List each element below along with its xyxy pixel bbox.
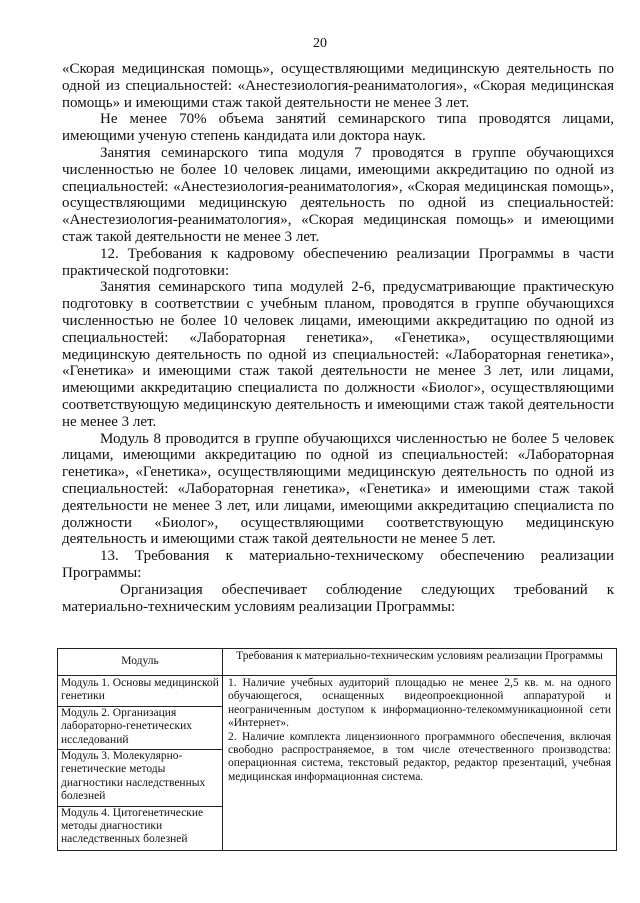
paragraph: Занятия семинарского типа модуля 7 проводятся в группе обучающихся численностью не более 10 человек лицами, имеющими аккредитацию по одной из специальностей: «Анестезиология-реаниматология», «Скорая медицинская помощь», осуществляющими медицинскую деятельность по одной из специальностей: «Анестезиология-реаниматология», «Скорая медицинская помощь» и имеющими стаж такой деятельности не менее 3 лет. xyxy=(62,144,614,245)
paragraph: «Скорая медицинская помощь», осуществляющими медицинскую деятельность по одной из специальностей: «Анестезиология-реаниматология», «Скорая медицинская помощь» и имеющими стаж такой деятельности не менее 3 лет. xyxy=(62,61,614,111)
requirement-item: 2. Наличие комплекта лицензионного программного обеспечения, включая свободно распространяемое, в том числе отечественного производства: операционная система, текстовый редактор, редактор презентаций, учебная медицинская информационная система. xyxy=(228,730,611,783)
table-row xyxy=(58,676,617,851)
document-body xyxy=(62,61,614,615)
page-number: 20 xyxy=(313,36,327,51)
module-item: Модуль 2. Организация лабораторно-генетических исследований xyxy=(58,707,222,750)
column-header-requirements: Требования к материально-техническим условиям реализации Программы xyxy=(223,649,617,676)
module-cell xyxy=(58,676,223,851)
section-heading: 13. Требования к материально-техническому обеспечению реализации Программы: xyxy=(62,548,614,581)
column-header-module: Модуль xyxy=(58,649,223,676)
module-item: Модуль 3. Молекулярно-генетические методы диагностики наследственных болезней xyxy=(58,750,222,807)
module-item: Модуль 1. Основы медицинской генетики xyxy=(58,677,222,707)
paragraph: Не менее 70% объема занятий семинарского типа проводятся лицами, имеющими ученую степень кандидата или доктора наук. xyxy=(62,111,614,145)
requirements-table xyxy=(57,648,617,851)
section-heading: 12. Требования к кадровому обеспечению реализации Программы в части практической подготовки: xyxy=(62,245,614,279)
requirements-cell xyxy=(223,676,617,851)
requirement-item: 1. Наличие учебных аудиторий площадью не менее 2,5 кв. м. на одного обучающегося, оснащенных видеопроекционной аппаратурой и неограниченным доступом к информационно-телекоммуникационной сети «Интернет». xyxy=(228,677,611,730)
table-header-row xyxy=(58,649,617,676)
module-item: Модуль 4. Цитогенетические методы диагностики наследственных болезней xyxy=(61,806,204,846)
paragraph: Занятия семинарского типа модулей 2-6, предусматривающие практическую подготовку в соответствии с учебным планом, проводятся в группе обучающихся численностью не более 10 человек лицами, имеющими аккредитацию по одной из специальностей: «Лабораторная генетика», «Генетика», осуществляющими медицинскую деятельность по одной из специальностей: «Лабораторная генетика», «Генетика» и имеющими стаж такой деятельности не менее 3 лет, или лицами, имеющими аккредитацию специалиста по должности «Биолог», осуществляющими соответствующую медицинскую деятельность и имеющими стаж такой деятельности не менее 3 лет. xyxy=(62,279,614,430)
paragraph: Модуль 8 проводится в группе обучающихся численностью не более 5 человек лицами, имеющими аккредитацию по одной из специальностей: «Лабораторная генетика», «Генетика», осуществляющими медицинскую деятельность по одной из специальностей: «Лабораторная генетика», «Генетика» и имеющими стаж такой деятельности не менее 3 лет, или лицами, имеющими аккредитацию специалиста по должности «Биолог», осуществляющими соответствующую медицинскую деятельность и имеющими стаж такой деятельности не менее 5 лет. xyxy=(62,430,614,548)
paragraph: Организация обеспечивает соблюдение следующих требований к материально-техническим условиям реализации Программы: xyxy=(62,581,614,615)
